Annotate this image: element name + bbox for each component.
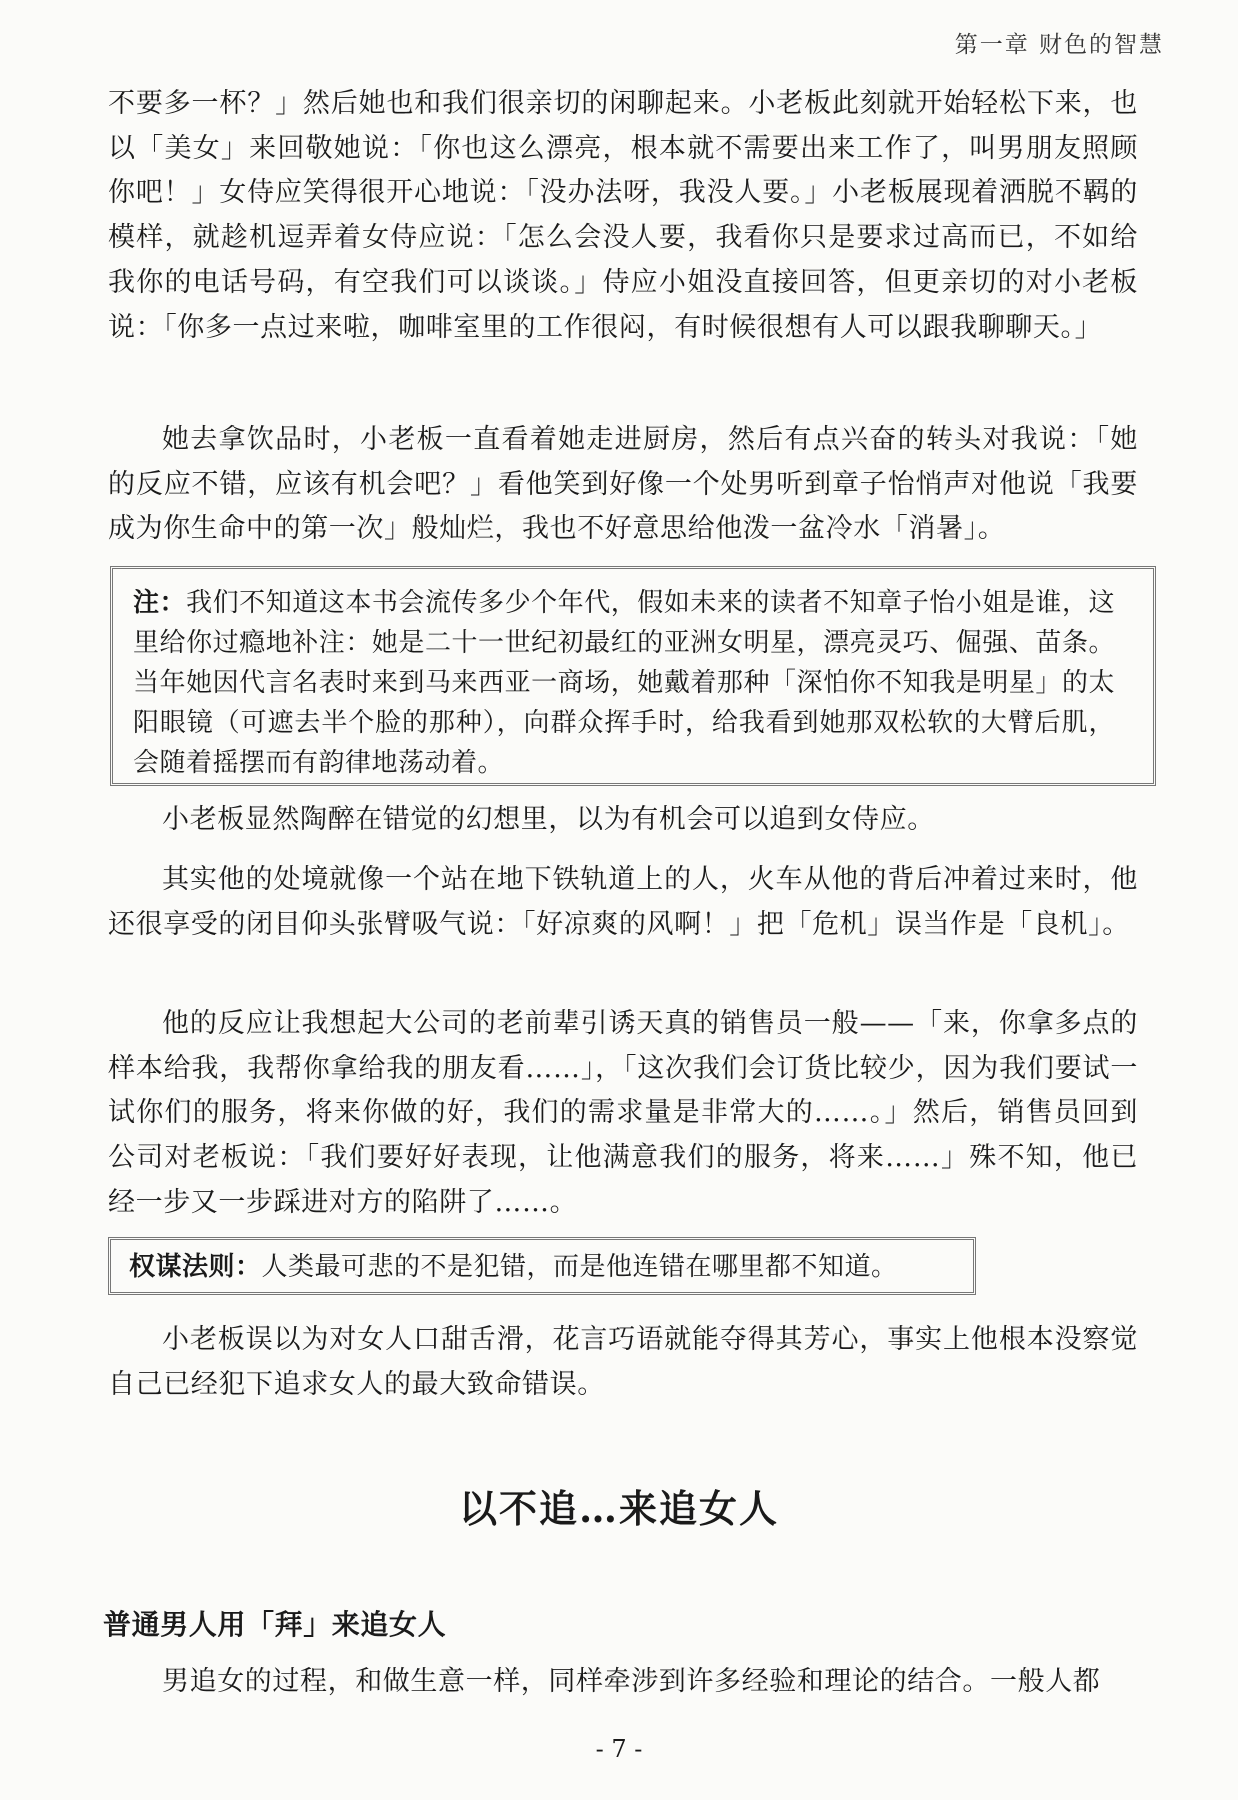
running-head: 第一章 财色的智慧 bbox=[954, 32, 1164, 58]
subheading: 普通男人用「拜」来追女人 bbox=[103, 1608, 447, 1641]
section-title: 以不追…来追女人 bbox=[458, 1486, 779, 1531]
note-label: 注： bbox=[133, 588, 187, 618]
paragraph-4: 其实他的处境就像一个站在地下铁轨道上的人，火车从他的背后冲着过来时，他还很享受的闭目仰头张臂吸气说：「好凉爽的风啊！」把「危机」误当作是「良机」。 bbox=[108, 864, 1138, 940]
paragraph-1: 不要多一杯？」然后她也和我们很亲切的闲聊起来。小老板此刻就开始轻松下来，也以「美女」来回敬她说：「你也这么漂亮，根本就不需要出来工作了，叫男朋友照顾你吧！」女侍应笑得很开心地说：「没办法呀，我没人要。」小老板展现着洒脱不羁的模样，就趁机逗弄着女侍应说：「怎么会没人要，我看你只是要求过高而已，不如给我你的电话号码，有空我们可以谈谈。」侍应小姐没直接回答，但更亲切的对小老板说：「你多一点过来啦，咖啡室里的工作很闷，有时候很想有人可以跟我聊聊天。」 bbox=[108, 88, 1138, 343]
rule-text: 人类最可悲的不是犯错，而是他连错在哪里都不知道。 bbox=[261, 1252, 898, 1282]
paragraph-3: 小老板显然陶醉在错觉的幻想里，以为有机会可以追到女侍应。 bbox=[162, 804, 935, 835]
paragraph-2: 她去拿饮品时，小老板一直看着她走进厨房，然后有点兴奋的转头对我说：「她的反应不错，应该有机会吧？」看他笑到好像一个处男听到章子怡悄声对他说「我要成为你生命中的第一次」般灿烂，我也不好意思给他泼一盆冷水「消暑」。 bbox=[108, 424, 1138, 545]
rule-box bbox=[108, 1237, 976, 1295]
paragraph-5: 他的反应让我想起大公司的老前辈引诱天真的销售员一般——「来，你拿多点的样本给我，我帮你拿给我的朋友看……」，「这次我们会订货比较少，因为我们要试一试你们的服务，将来你做的好，我们的需求量是非常大的……。」然后，销售员回到公司对老板说：「我们要好好表现，让他满意我们的服务，将来……」殊不知，他已经一步又一步踩进对方的陷阱了……。 bbox=[108, 1008, 1138, 1218]
page-number: - 7 - bbox=[595, 1735, 643, 1763]
note-text: 我们不知道这本书会流传多少个年代，假如未来的读者不知章子怡小姐是谁，这里给你过瘾地补注：她是二十一世纪初最红的亚洲女明星，漂亮灵巧、倔强、苗条。当年她因代言名表时来到马来西亚一商场，她戴着那种「深怕你不知我是明星」的太阳眼镜（可遮去半个脸的那种），向群众挥手时，给我看到她那双松软的大臂后肌，会随着摇摆而有韵律地荡动着。 bbox=[133, 588, 1115, 778]
paragraph-6: 小老板误以为对女人口甜舌滑，花言巧语就能夺得其芳心，事实上他根本没察觉自己已经犯下追求女人的最大致命错误。 bbox=[108, 1324, 1138, 1400]
note-box bbox=[110, 566, 1156, 786]
paragraph-7: 男追女的过程，和做生意一样，同样牵涉到许多经验和理论的结合。一般人都 bbox=[162, 1666, 1101, 1697]
rule-label: 权谋法则： bbox=[129, 1252, 262, 1282]
